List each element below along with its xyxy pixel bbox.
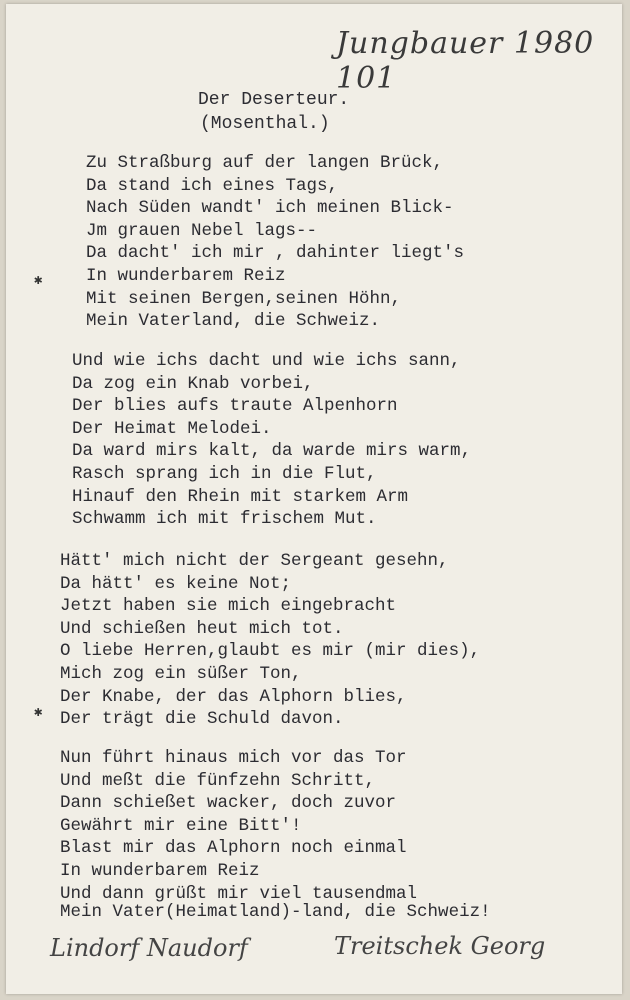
- signature-right: Treitschek Georg: [334, 932, 546, 960]
- poem-line: Blast mir das Alphorn noch einmal: [60, 838, 407, 859]
- poem-line: Da ward mirs kalt, da warde mirs warm,: [72, 441, 472, 462]
- poem-line: Mich zog ein süßer Ton,: [60, 663, 302, 684]
- stanza-1: [86, 152, 464, 333]
- signature-left: Lindorf Naudorf: [50, 934, 248, 962]
- poem-line: Da hätt' es keine Not;: [60, 573, 292, 594]
- poem-line: Jm grauen Nebel lags--: [86, 220, 318, 241]
- poem-line: Zu Straßburg auf der langen Brück,: [86, 153, 444, 173]
- title-block: [198, 88, 349, 136]
- poem-line: Der trägt die Schuld davon.: [60, 709, 344, 730]
- archive-note: Jungbauer 1980 101: [336, 26, 595, 96]
- poem-line: Und wie ichs dacht und wie ichs sann,: [72, 351, 461, 371]
- poem-line: In wunderbarem Reiz: [86, 265, 286, 286]
- poem-line: Jetzt haben sie mich eingebracht: [60, 596, 397, 617]
- poem-line: Da zog ein Knab vorbei,: [72, 373, 314, 394]
- stanza-2: [72, 350, 471, 531]
- poem-line: Da dacht' ich mir , dahinter liegt's: [86, 243, 465, 264]
- poem-author: (Mosenthal.): [200, 114, 330, 134]
- margin-mark: ✱: [34, 273, 43, 289]
- poem-line: Mein Vaterland, die Schweiz.: [86, 311, 381, 332]
- poem-line: Und schießen heut mich tot.: [60, 618, 344, 639]
- poem-line: Der blies aufs traute Alpenhorn: [72, 396, 398, 417]
- poem-line: Mit seinen Bergen,seinen Höhn,: [86, 288, 402, 309]
- stanza-3: [60, 550, 480, 731]
- poem-line: Und dann grüßt mir viel tausendmal: [60, 883, 418, 904]
- poem-line: Mein Vater(Heimatland)-land, die Schweiz!: [60, 902, 491, 923]
- poem-line: Rasch sprang ich in die Flut,: [72, 463, 377, 484]
- poem-line: Nun führt hinaus mich vor das Tor: [60, 748, 407, 768]
- stanza-4: [60, 747, 491, 924]
- poem-line: Und meßt die fünfzehn Schritt,: [60, 770, 376, 791]
- document-page: [6, 4, 622, 994]
- margin-mark: ✱: [34, 705, 43, 721]
- poem-line: Der Knabe, der das Alphorn blies,: [60, 686, 407, 707]
- poem-line: Schwamm ich mit frischem Mut.: [72, 509, 377, 530]
- poem-line: Dann schießet wacker, doch zuvor: [60, 793, 397, 814]
- poem-line: Gewährt mir eine Bitt'!: [60, 815, 302, 836]
- poem-line: Der Heimat Melodei.: [72, 418, 272, 439]
- poem-line: Hinauf den Rhein mit starkem Arm: [72, 486, 409, 507]
- poem-line: Hätt' mich nicht der Sergeant gesehn,: [60, 551, 449, 571]
- poem-title: Der Deserteur.: [198, 90, 350, 110]
- poem-line: In wunderbarem Reiz: [60, 860, 260, 881]
- poem-line: Nach Süden wandt' ich meinen Blick-: [86, 198, 454, 219]
- poem-line: O liebe Herren,glaubt es mir (mir dies),: [60, 641, 481, 662]
- poem-line: Da stand ich eines Tags,: [86, 175, 339, 196]
